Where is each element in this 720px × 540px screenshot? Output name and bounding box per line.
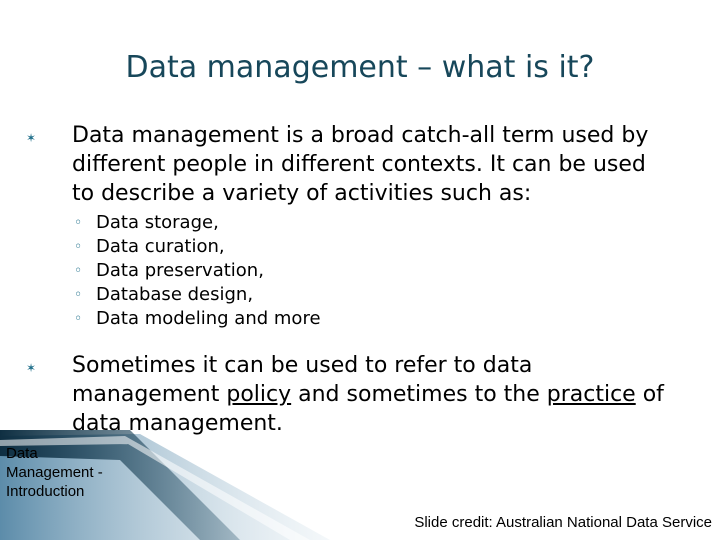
text-part: and sometimes to the [291, 382, 547, 407]
bullet-text: Data management is a broad catch-all term used by different people in different contexts. It can be used to describe a variety of activities such as: [72, 123, 649, 206]
policy-term: policy [226, 382, 292, 407]
bullet-text [72, 351, 672, 438]
diamond-bullet-icon: ✶ [26, 131, 37, 145]
circle-bullet-icon: ◦ [74, 311, 83, 327]
list-item-text: Database design, [96, 284, 254, 305]
circle-bullet-icon: ◦ [74, 239, 83, 255]
circle-bullet-icon: ◦ [74, 287, 83, 303]
circle-bullet-icon: ◦ [74, 215, 83, 231]
list-item-text: Data curation, [96, 236, 225, 257]
footer-line: Management - [6, 464, 103, 481]
footer-line: Introduction [6, 483, 85, 500]
list-item-text: Data preservation, [96, 260, 264, 281]
text-part: Sometimes it can be used to refer to data management [72, 353, 533, 407]
text-part: of data management. [72, 382, 664, 436]
footer-course-title [6, 444, 103, 501]
footer-line: Data [6, 445, 38, 462]
practice-term: practice [546, 382, 636, 407]
list-item-text: Data storage, [96, 212, 219, 233]
list-item-text: Data modeling and more [96, 308, 321, 329]
circle-bullet-icon: ◦ [74, 263, 83, 279]
diamond-bullet-icon: ✶ [26, 361, 37, 375]
slide-title: Data management – what is it? [125, 50, 595, 85]
slide-credit: Slide credit: Australian National Data Service [414, 514, 712, 531]
